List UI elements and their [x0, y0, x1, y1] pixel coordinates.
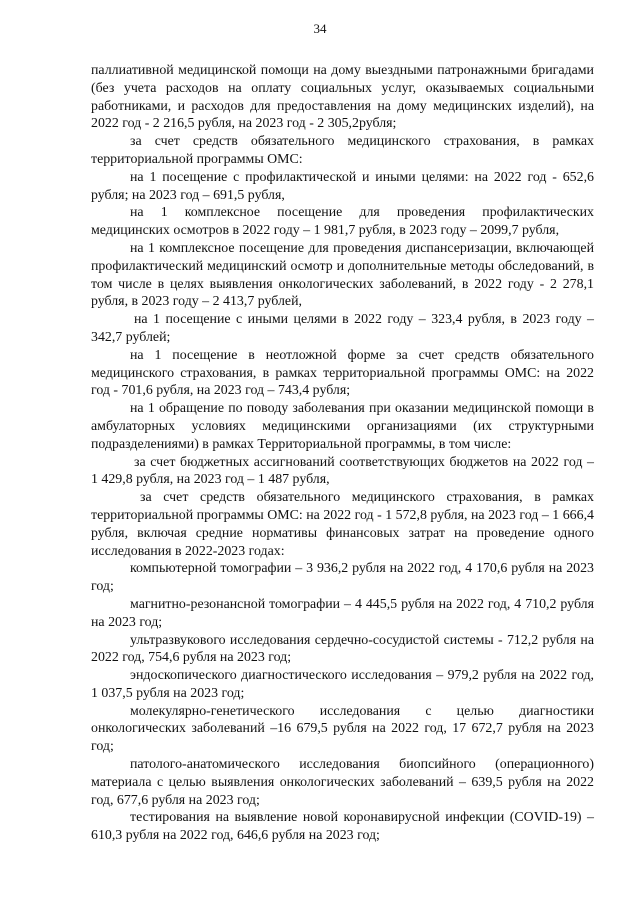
paragraph-urgent-visit: на 1 посещение в неотложной форме за счет средств обязательного медицинского страхования, в рамках территориальной программы ОМС: на 2022 год - 701,6 рубля, на 2023 год – 743,4 рубля; [91, 347, 594, 399]
page-number: 34 [313, 21, 327, 36]
paragraph-visit-preventive: на 1 посещение с профилактической и иными целями: на 2022 год - 652,6 рубля; на 2023 год – 691,5 рубля, [91, 169, 594, 203]
paragraph-disease-appeal: на 1 обращение по поводу заболевания при оказании медицинской помощи в амбулаторных условиях медицинскими организациями (их структурными подразделениями) в рамках Территориальной программы, в том числе: [91, 401, 594, 452]
paragraph-visit-other: на 1 посещение с иными целями в 2022 году – 323,4 рубля, в 2023 году – 342,7 рублей; [91, 312, 594, 345]
paragraph-pathology: патолого-анатомического исследования биопсийного (операционного) материала с целью выявления онкологических заболеваний – 639,5 рубля на 2022 год, 677,6 рубля на 2023 год; [91, 757, 594, 808]
document-body [91, 62, 594, 845]
paragraph-complex-visit-checkup: на 1 комплексное посещение для проведения профилактических медицинских осмотров в 2022 году – 1 981,7 рубля, в 2023 году – 2099,7 рубля, [91, 205, 594, 239]
paragraph-mri: магнитно-резонансной томографии – 4 445,5 рубля на 2022 год, 4 710,2 рубля на 2023 год; [91, 596, 594, 630]
paragraph-molecular-genetic: молекулярно-генетического исследования с целью диагностики онкологических заболеваний –16 679,5 рубля на 2022 год, 17 672,7 рубля на 2023 год; [91, 703, 594, 755]
paragraph-covid-testing: тестирования на выявление новой коронавирусной инфекции (COVID-19) – 610,3 рубля на 2022 год, 646,6 рубля на 2023 год; [91, 810, 594, 844]
paragraph-endoscopy: эндоскопического диагностического исследования – 979,2 рубля на 2022 год, 1 037,5 рубля на 2023 год; [91, 668, 594, 701]
paragraph-complex-visit-dispensary: на 1 комплексное посещение для проведения диспансеризации, включающей профилактический медицинский осмотр и дополнительные методы обследований, в том числе в целях выявления онкологических заболеваний, в 2022 году - 2 278,1 рубля, в 2023 году – 2 413,7 рублей, [91, 240, 594, 310]
paragraph-palliative-care: паллиативной медицинской помощи на дому выездными патронажными бригадами (без учета расходов на оплату социальных услуг, оказываемых социальными работниками, и расходов для предоставления на дому медицинских изделий), на 2022 год - 2 216,5 рубля, на 2023 год - 2 305,2рубля; [91, 63, 594, 132]
paragraph-oms-appeal: за счет средств обязательного медицинского страхования, в рамках территориальной программы ОМС: на 2022 год - 1 572,8 рубля, на 2023 год – 1 666,4 рубля, включая средние нормативы финансовых затрат на проведение одного исследования в 2022-2023 годах: [91, 490, 594, 559]
paragraph-ct: компьютерной томографии – 3 936,2 рубля на 2022 год, 4 170,6 рубля на 2023 год; [91, 561, 594, 595]
paragraph-ultrasound: ультразвукового исследования сердечно-сосудистой системы - 712,2 рубля на 2022 год, 754,6 рубля на 2023 год; [91, 632, 594, 666]
paragraph-budget-funding: за счет бюджетных ассигнований соответствующих бюджетов на 2022 год – 1 429,8 рубля, на 2023 год – 1 487 рубля, [91, 454, 594, 488]
paragraph-oms-funding: за счет средств обязательного медицинского страхования, в рамках территориальной программы ОМС: [91, 134, 594, 167]
